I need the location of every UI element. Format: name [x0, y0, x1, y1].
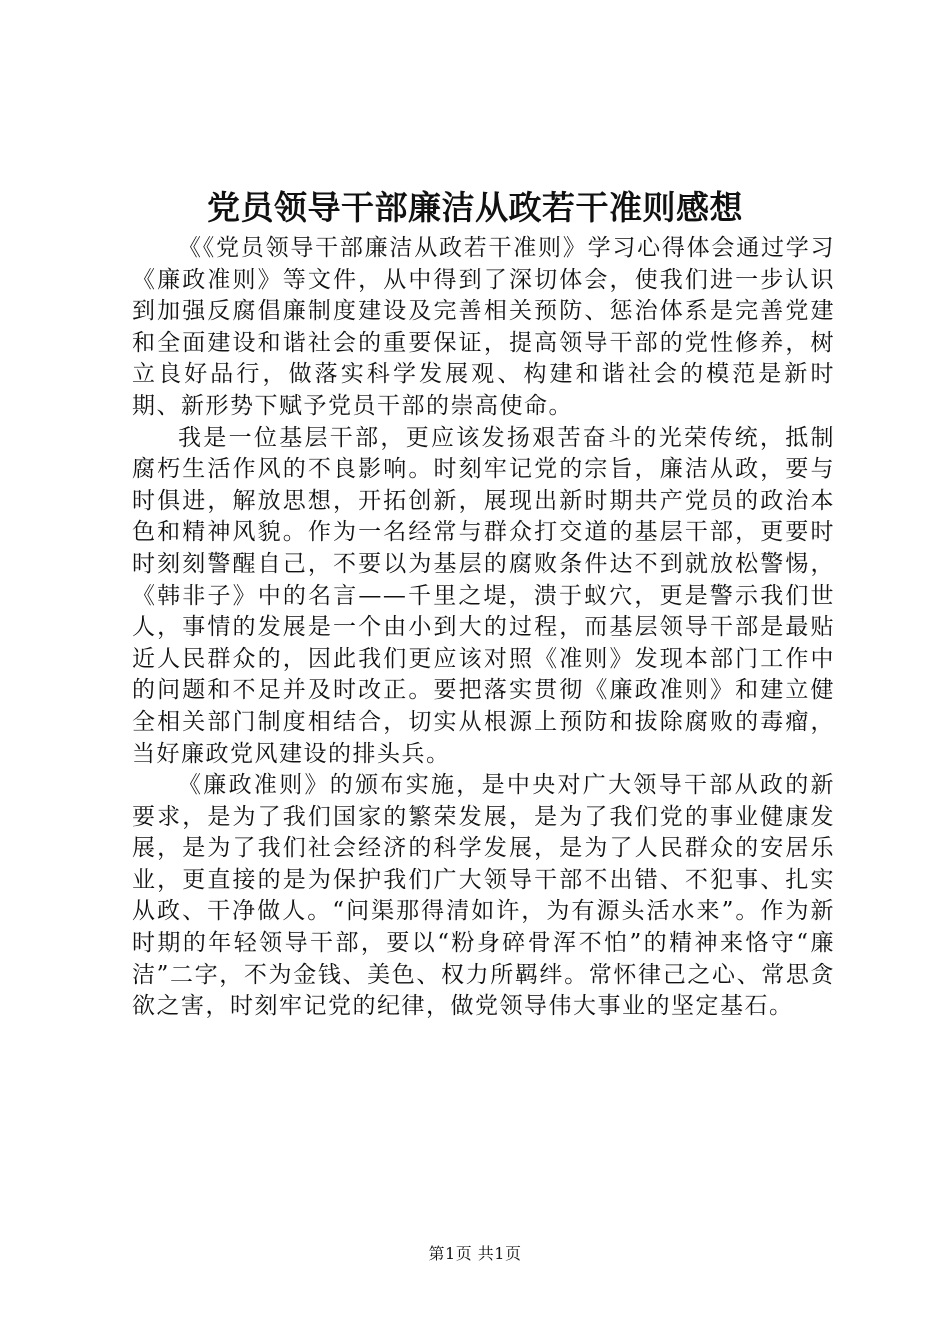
paragraph-3: 《廉政准则》的颁布实施，是中央对广大领导干部从政的新要求，是为了我们国家的繁荣发展，是为了我们党的事业健康发展，是为了我们社会经济的科学发展，是为了人民群众的安居乐业，更直接的是为保护我们广大领导干部不出错、不犯事、扎实从政、干净做人。“问渠那得清如许，为有源头活水来”。作为新时期的年轻领导干部，要以“粉身碎骨浑不怕”的精神来恪守“廉洁”二字，不为金钱、美色、权力所羁绊。常怀律己之心、常思贪欲之害，时刻牢记党的纪律，做党领导伟大事业的坚定基石。	[132, 772, 835, 1020]
paragraph-1: 《《党员领导干部廉洁从政若干准则》学习心得体会通过学习《廉政准则》等文件，从中得到了深切体会，使我们进一步认识到加强反腐倡廉制度建设及完善相关预防、惩治体系是完善党建和全面建设和谐社会的重要保证，提高领导干部的党性修养，树立良好品行，做落实科学发展观、构建和谐社会的模范是新时期、新形势下赋予党员干部的崇高使命。	[132, 235, 835, 419]
page-title: 党员领导干部廉洁从政若干准则感想	[207, 188, 743, 227]
document-body	[132, 233, 835, 1023]
page-footer: 第1页 共1页	[428, 1244, 522, 1263]
paragraph-2: 我是一位基层干部，更应该发扬艰苦奋斗的光荣传统，抵制腐朽生活作风的不良影响。时刻牢记党的宗旨，廉洁从政，要与时俱进，解放思想，开拓创新，展现出新时期共产党员的政治本色和精神风貌。作为一名经常与群众打交道的基层干部，更要时时刻刻警醒自己，不要以为基层的腐败条件达不到就放松警惕，《韩非子》中的名言——千里之堤，溃于蚁穴，更是警示我们世人，事情的发展是一个由小到大的过程，而基层领导干部是最贴近人民群众的，因此我们更应该对照《准则》发现本部门工作中的问题和不足并及时改正。要把落实贯彻《廉政准则》和建立健全相关部门制度相结合，切实从根源上预防和拔除腐败的毒瘤，当好廉政党风建设的排头兵。	[132, 424, 835, 767]
